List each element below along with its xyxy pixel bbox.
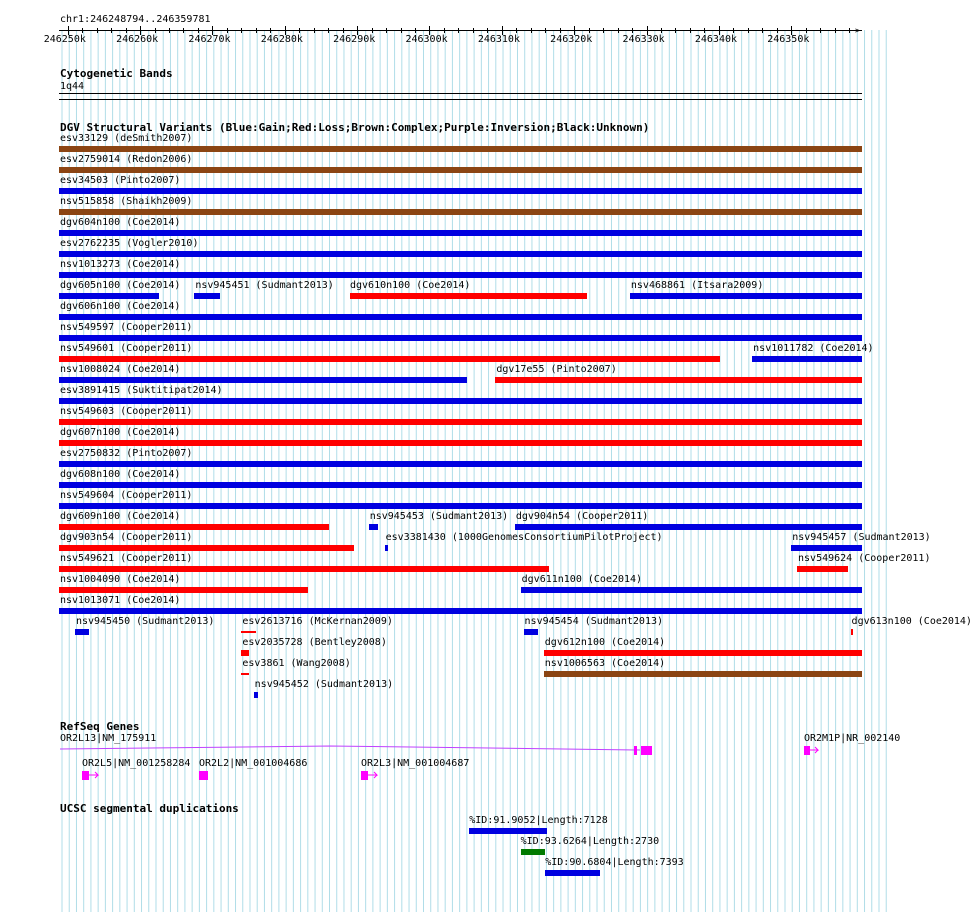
axis-minor-tick: [299, 28, 300, 33]
variant-label[interactable]: nsv1013273 (Coe2014): [60, 259, 181, 270]
variant-bar[interactable]: [544, 650, 862, 656]
variant-label[interactable]: nsv549603 (Cooper2011): [60, 406, 193, 417]
variant-bar[interactable]: [59, 377, 467, 383]
variant-label[interactable]: dgv903n54 (Cooper2011): [60, 532, 193, 543]
dgv-track-title[interactable]: DGV Structural Variants (Blue:Gain;Red:Loss;Brown:Complex;Purple:Inversion;Black:Unknown): [60, 121, 650, 134]
axis-tick-label: 246290k: [333, 34, 376, 45]
strand-arrow-icon: [810, 747, 818, 753]
axis-minor-tick: [155, 28, 156, 33]
variant-label[interactable]: nsv549621 (Cooper2011): [60, 553, 193, 564]
variant-bar[interactable]: [59, 251, 862, 257]
axis-minor-tick: [444, 28, 445, 33]
variant-bar[interactable]: [59, 524, 329, 530]
variant-label[interactable]: esv2759014 (Redon2006): [60, 154, 193, 165]
variant-label[interactable]: nsv549601 (Cooper2011): [60, 343, 193, 354]
variant-bar[interactable]: [59, 503, 862, 509]
axis-tick-label: 246350k: [767, 34, 810, 45]
axis-minor-tick: [183, 28, 184, 33]
axis-minor-tick: [733, 28, 734, 33]
axis-minor-tick: [820, 28, 821, 33]
segdup-bar[interactable]: [521, 849, 545, 855]
variant-bar[interactable]: [524, 629, 538, 635]
ruler-line: [59, 30, 862, 31]
variant-bar[interactable]: [59, 188, 862, 194]
variant-label[interactable]: nsv549597 (Cooper2011): [60, 322, 193, 333]
axis-minor-tick: [632, 28, 633, 33]
variant-label[interactable]: esv2613716 (McKernan2009): [242, 616, 393, 627]
axis-minor-tick: [545, 28, 546, 33]
axis-tick-label: 246310k: [477, 34, 520, 45]
axis-minor-tick: [748, 28, 749, 33]
axis-minor-tick: [227, 28, 228, 33]
axis-minor-tick: [560, 28, 561, 33]
gene-exon: [634, 746, 637, 755]
variant-bar[interactable]: [241, 673, 249, 675]
variant-bar[interactable]: [791, 545, 862, 551]
variant-bar[interactable]: [350, 293, 587, 299]
gene-label[interactable]: OR2L2|NM_001004686: [199, 758, 308, 769]
axis-minor-tick: [806, 28, 807, 33]
variant-label[interactable]: esv2035728 (Bentley2008): [242, 637, 387, 648]
segdup-label[interactable]: %ID:90.6804|Length:7393: [545, 857, 684, 868]
axis-tick-label: 246280k: [260, 34, 303, 45]
variant-bar[interactable]: [59, 482, 862, 488]
axis-tick-label: 246260k: [116, 34, 159, 45]
axis-tick-label: 246250k: [43, 34, 86, 45]
variant-label[interactable]: dgv609n100 (Coe2014): [60, 511, 181, 522]
variant-bar[interactable]: [369, 524, 378, 530]
variant-label[interactable]: nsv468861 (Itsara2009): [630, 280, 764, 291]
gene-exon: [641, 746, 652, 755]
axis-minor-tick: [372, 28, 373, 33]
variant-bar[interactable]: [544, 671, 862, 677]
variant-label[interactable]: dgv612n100 (Coe2014): [544, 637, 666, 648]
refseq-track-title[interactable]: RefSeq Genes: [60, 720, 140, 733]
variant-label[interactable]: dgv611n100 (Coe2014): [521, 574, 643, 585]
strand-arrow-icon: [368, 772, 377, 778]
gene-exon: [361, 771, 368, 780]
variant-label[interactable]: nsv515858 (Shaikh2009): [60, 196, 193, 207]
cytoband-line-top: [59, 93, 862, 94]
variant-bar[interactable]: [75, 629, 89, 635]
axis-minor-tick: [849, 28, 850, 33]
gene-exon: [199, 771, 208, 780]
variant-label[interactable]: dgv610n100 (Coe2014): [350, 280, 471, 291]
cytoband-label[interactable]: 1q44: [60, 81, 85, 92]
variant-bar[interactable]: [59, 335, 862, 341]
segdup-bar[interactable]: [469, 828, 546, 834]
variant-label[interactable]: esv3381430 (1000GenomesConsortiumPilotProject): [385, 532, 663, 543]
variant-bar[interactable]: [851, 629, 853, 635]
variant-label[interactable]: nsv549624 (Cooper2011): [798, 553, 931, 564]
variant-bar[interactable]: [59, 167, 862, 173]
variant-bar[interactable]: [752, 356, 862, 362]
variant-bar[interactable]: [59, 209, 862, 215]
variant-label[interactable]: nsv1004090 (Coe2014): [60, 574, 181, 585]
variant-bar[interactable]: [797, 566, 848, 572]
axis-minor-tick: [111, 28, 112, 33]
cytoband-line-bottom: [59, 99, 862, 100]
variant-label[interactable]: nsv1013071 (Coe2014): [60, 595, 181, 606]
variant-label[interactable]: dgv604n100 (Coe2014): [60, 217, 181, 228]
variant-bar[interactable]: [59, 314, 862, 320]
variant-bar[interactable]: [59, 419, 862, 425]
axis-minor-tick: [777, 28, 778, 33]
strand-arrow-icon: [89, 772, 98, 778]
axis-minor-tick: [314, 28, 315, 33]
axis-minor-tick: [835, 28, 836, 33]
variant-bar[interactable]: [241, 650, 248, 656]
axis-minor-tick: [169, 28, 170, 33]
gene-label[interactable]: OR2L5|NM_001258284: [82, 758, 191, 769]
variant-label[interactable]: nsv945454 (Sudmant2013): [524, 616, 664, 627]
variant-bar[interactable]: [59, 146, 862, 152]
variant-label[interactable]: nsv549604 (Cooper2011): [60, 490, 193, 501]
gene-intron-line: [60, 746, 640, 750]
variant-bar[interactable]: [59, 566, 549, 572]
axis-minor-tick: [386, 28, 387, 33]
segdup-bar[interactable]: [545, 870, 600, 876]
variant-label[interactable]: dgv605n100 (Coe2014): [60, 280, 181, 291]
axis-minor-tick: [589, 28, 590, 33]
axis-minor-tick: [661, 28, 662, 33]
axis-minor-tick: [618, 28, 619, 33]
variant-label[interactable]: nsv1008024 (Coe2014): [60, 364, 181, 375]
variant-bar[interactable]: [59, 440, 862, 446]
axis-minor-tick: [343, 28, 344, 33]
variant-bar[interactable]: [59, 587, 308, 593]
variant-label[interactable]: nsv945457 (Sudmant2013): [792, 532, 931, 543]
gene-exon: [82, 771, 89, 780]
axis-minor-tick: [473, 28, 474, 33]
segdup-label[interactable]: %ID:91.9052|Length:7128: [469, 815, 608, 826]
axis-minor-tick: [458, 28, 459, 33]
axis-minor-tick: [126, 28, 127, 33]
variant-bar[interactable]: [59, 230, 862, 236]
axis-tick-label: 246330k: [622, 34, 665, 45]
axis-minor-tick: [531, 28, 532, 33]
axis-minor-tick: [198, 28, 199, 33]
variant-bar[interactable]: [194, 293, 220, 299]
ruler-arrow-icon: >: [855, 26, 860, 35]
gene-label[interactable]: OR2L13|NM_175911: [60, 733, 157, 744]
variant-bar[interactable]: [515, 524, 862, 530]
coordinate-label: chr1:246248794..246359781: [60, 14, 211, 25]
axis-minor-tick: [82, 28, 83, 33]
variant-label[interactable]: dgv904n54 (Cooper2011): [515, 511, 649, 522]
axis-minor-tick: [241, 28, 242, 33]
variant-bar[interactable]: [241, 631, 256, 633]
axis-minor-tick: [603, 28, 604, 33]
variant-label[interactable]: esv34503 (Pinto2007): [60, 175, 181, 186]
axis-minor-tick: [270, 28, 271, 33]
axis-minor-tick: [675, 28, 676, 33]
variant-label[interactable]: dgv607n100 (Coe2014): [60, 427, 181, 438]
axis-tick-label: 246340k: [694, 34, 738, 45]
segdup-label[interactable]: %ID:93.6264|Length:2730: [520, 836, 660, 847]
axis-tick-label: 246270k: [188, 34, 231, 45]
variant-label[interactable]: dgv17e55 (Pinto2007): [496, 364, 617, 375]
axis-minor-tick: [97, 28, 98, 33]
axis-minor-tick: [415, 28, 416, 33]
variant-bar[interactable]: [521, 587, 862, 593]
variant-label[interactable]: nsv1011782 (Coe2014): [753, 343, 874, 354]
variant-label[interactable]: nsv945453 (Sudmant2013): [369, 511, 509, 522]
cytoband-track-title[interactable]: Cytogenetic Bands: [60, 67, 173, 80]
axis-minor-tick: [328, 28, 329, 33]
gene-label[interactable]: OR2L3|NM_001004687: [361, 758, 470, 769]
segdup-track-title[interactable]: UCSC segmental duplications: [60, 802, 239, 815]
variant-bar[interactable]: [59, 293, 159, 299]
axis-minor-tick: [690, 28, 691, 33]
variant-label[interactable]: esv3891415 (Suktitipat2014): [60, 385, 223, 396]
variant-label[interactable]: esv2750832 (Pinto2007): [60, 448, 193, 459]
variant-bar[interactable]: [385, 545, 388, 551]
axis-minor-tick: [516, 28, 517, 33]
variant-bar[interactable]: [254, 692, 258, 698]
axis-tick-label: 246300k: [405, 34, 448, 45]
axis-minor-tick: [704, 28, 705, 33]
gene-label[interactable]: OR2M1P|NR_002140: [804, 733, 901, 744]
axis-tick-label: 246320k: [550, 34, 593, 45]
variant-label[interactable]: esv2762235 (Vogler2010): [60, 238, 199, 249]
variant-label[interactable]: dgv608n100 (Coe2014): [60, 469, 181, 480]
variant-label[interactable]: nsv945451 (Sudmant2013): [195, 280, 334, 291]
gene-exon: [804, 746, 810, 755]
variant-bar[interactable]: [59, 398, 862, 404]
variant-label[interactable]: dgv613n100 (Coe2014): [851, 616, 972, 627]
variant-bar[interactable]: [59, 608, 862, 614]
axis-minor-tick: [401, 28, 402, 33]
variant-bar[interactable]: [59, 272, 862, 278]
variant-label[interactable]: nsv1006563 (Coe2014): [544, 658, 666, 669]
variant-bar[interactable]: [630, 293, 862, 299]
variant-label[interactable]: dgv606n100 (Coe2014): [60, 301, 181, 312]
variant-bar[interactable]: [59, 356, 720, 362]
variant-bar[interactable]: [59, 545, 354, 551]
axis-minor-tick: [487, 28, 488, 33]
variant-bar[interactable]: [495, 377, 862, 383]
variant-label[interactable]: nsv945452 (Sudmant2013): [254, 679, 394, 690]
variant-label[interactable]: esv33129 (deSmith2007): [60, 133, 193, 144]
variant-label[interactable]: nsv945450 (Sudmant2013): [75, 616, 215, 627]
refseq-gene-glyphs[interactable]: [0, 740, 890, 780]
variant-label[interactable]: esv3861 (Wang2008): [242, 658, 351, 669]
axis-minor-tick: [762, 28, 763, 33]
axis-minor-tick: [256, 28, 257, 33]
variant-bar[interactable]: [59, 461, 862, 467]
